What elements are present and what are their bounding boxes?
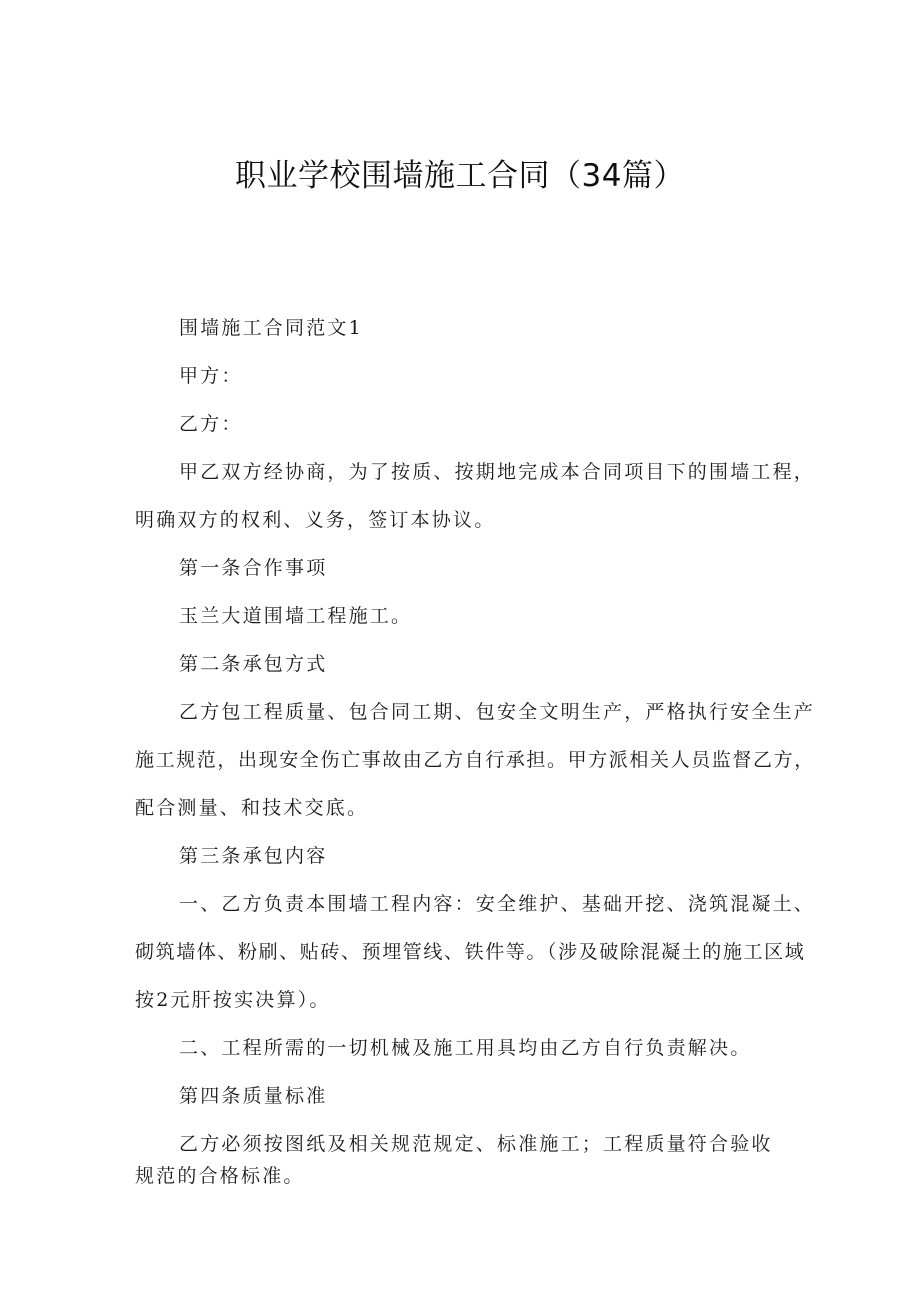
section-heading: 围墙施工合同范文1 — [179, 317, 363, 339]
paragraph-line: 玉兰大道围墙工程施工。 — [179, 605, 413, 627]
paragraph-line: 规范的合格标准。 — [135, 1165, 305, 1187]
article-heading: 第一条合作事项 — [179, 557, 328, 579]
paragraph-line: 施工规范，出现安全伤亡事故由乙方自行承担。甲方派相关人员监督乙方， — [135, 749, 815, 771]
paragraph-line: 甲乙双方经协商，为了按质、按期地完成本合同项目下的围墙工程， — [179, 461, 816, 483]
paragraph-line: 二、工程所需的一切机械及施工用具均由乙方自行负责解决。 — [179, 1037, 752, 1059]
document-title: 职业学校围墙施工合同（34篇） — [235, 158, 685, 194]
article-heading: 第二条承包方式 — [179, 653, 328, 675]
paragraph-line: 按2元肝按实决算）。 — [135, 989, 331, 1011]
party-a-line: 甲方： — [179, 365, 243, 387]
article-heading: 第四条质量标准 — [179, 1085, 328, 1107]
paragraph-line: 乙方包工程质量、包合同工期、包安全文明生产，严格执行安全生产 — [179, 701, 816, 723]
paragraph-line: 明确双方的权利、义务，签订本协议。 — [135, 509, 496, 531]
paragraph-line: 配合测量、和技术交底。 — [135, 797, 369, 819]
paragraph-line: 砌筑墙体、粉刷、贴砖、预埋管线、铁件等。（涉及破除混凝土的施工区域 — [135, 941, 806, 963]
party-b-line: 乙方： — [179, 413, 243, 435]
paragraph-line: 乙方必须按图纸及相关规范规定、标准施工；工程质量符合验收 — [179, 1133, 773, 1155]
paragraph-line: 一、乙方负责本围墙工程内容：安全维护、基础开挖、浇筑混凝土、 — [179, 893, 816, 915]
article-heading: 第三条承包内容 — [179, 845, 328, 867]
